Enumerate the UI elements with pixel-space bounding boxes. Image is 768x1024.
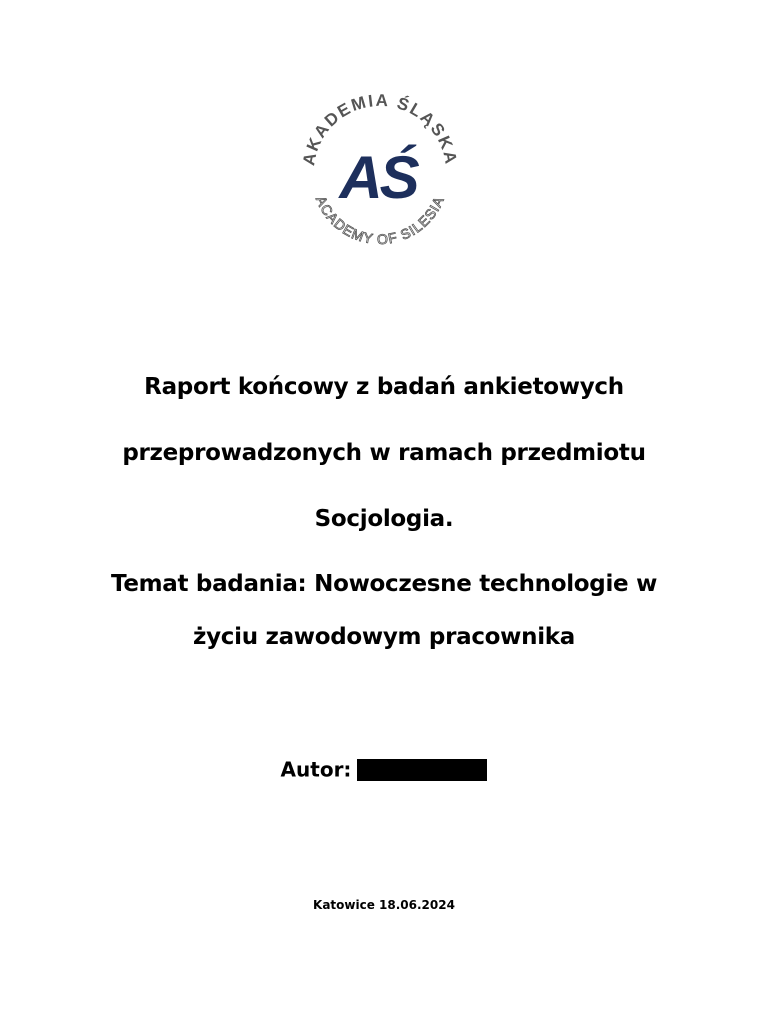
- research-topic-line-1: Temat badania: Nowoczesne technologie w: [110, 571, 658, 597]
- report-title-line-3: Socjologia.: [314, 506, 454, 532]
- report-title-line-2: przeprowadzonych w ramach przedmiotu: [122, 440, 646, 466]
- university-logo: [290, 80, 470, 260]
- report-title-line-1: Raport końcowy z badań ankietowych: [144, 374, 624, 400]
- author-row: [0, 753, 768, 785]
- logo-arc-bottom: ACADEMY OF SILESIA: [312, 193, 448, 248]
- place-and-date: Katowice 18.06.2024: [313, 898, 455, 912]
- author-name-redacted: [357, 759, 487, 781]
- research-topic-line-2: życiu zawodowym pracownika: [193, 624, 575, 650]
- author-label: Autor:: [280, 757, 352, 782]
- logo-monogram: AŚ: [339, 144, 417, 211]
- academy-of-silesia-seal: [290, 80, 470, 260]
- logo-arc-top: AKADEMIA ŚLĄSKA: [299, 90, 461, 168]
